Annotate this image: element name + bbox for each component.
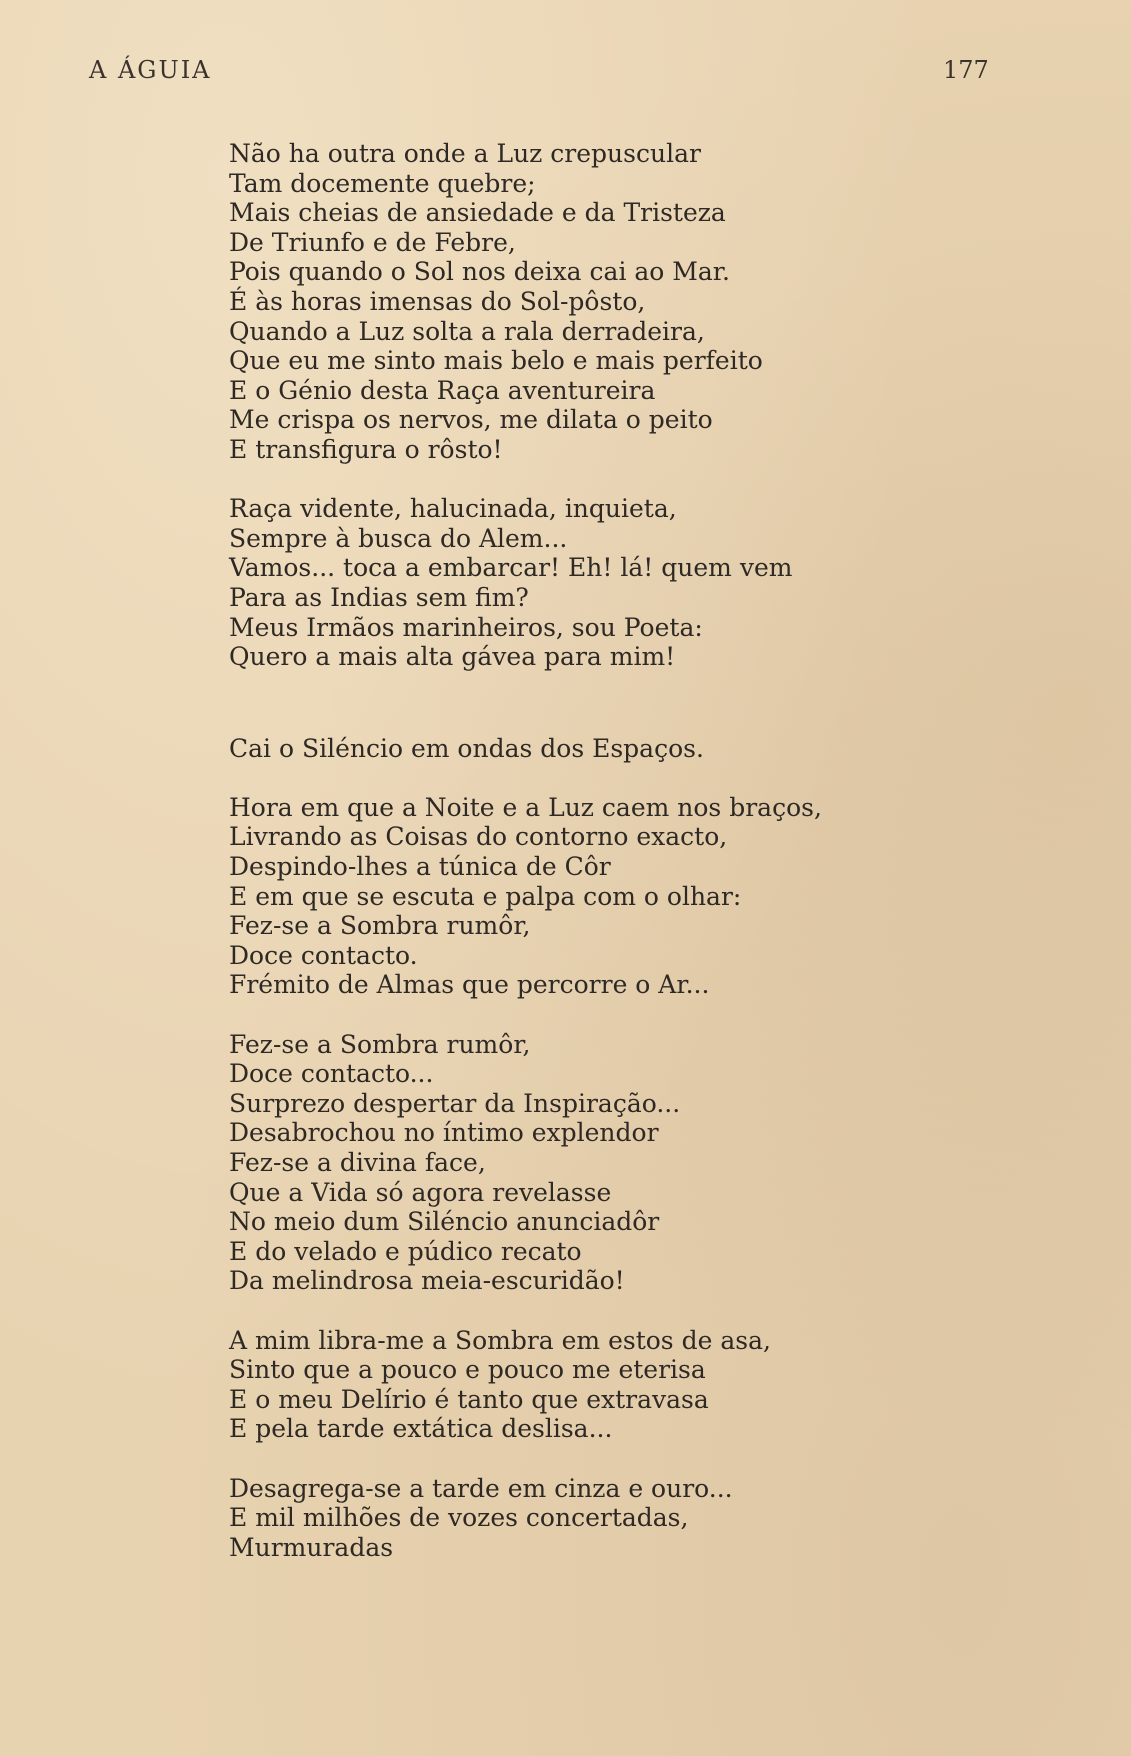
page-number: 177 xyxy=(943,56,989,84)
stanza-gap xyxy=(229,1296,1109,1326)
poem-line: Me crispa os nervos, me dilata o peito xyxy=(229,405,713,435)
poem-line: Murmuradas xyxy=(229,1532,394,1562)
poem-line: Sinto que a pouco e pouco me eterisa xyxy=(229,1355,706,1385)
stanza-3 xyxy=(229,734,1109,764)
poem-line: A mim libra-me a Sombra em estos de asa, xyxy=(229,1325,771,1355)
stanza-2 xyxy=(229,494,1109,672)
poem-line: Vamos... toca a embarcar! Eh! lá! quem vem xyxy=(229,553,793,583)
poem-line: E em que se escuta e palpa com o olhar: xyxy=(229,881,742,911)
poem-line: Fez-se a Sombra rumôr, xyxy=(229,1029,531,1059)
stanza-5 xyxy=(229,1030,1109,1296)
poem-line: Tam docemente quebre; xyxy=(229,168,536,198)
stanza-gap xyxy=(229,465,1109,495)
poem-line: Frémito de Almas que percorre o Ar... xyxy=(229,970,710,1000)
stanza-gap xyxy=(229,1444,1109,1474)
stanza-gap xyxy=(229,1000,1109,1030)
poem-line: Raça vidente, halucinada, inquieta, xyxy=(229,494,677,524)
poem-line: Despindo-lhes a túnica de Côr xyxy=(229,852,611,882)
poem-line: De Triunfo e de Febre, xyxy=(229,227,516,257)
poem-line: E pela tarde extática deslisa... xyxy=(229,1414,613,1444)
poem-body xyxy=(229,139,1109,1562)
stanza-7 xyxy=(229,1474,1109,1563)
stanza-1 xyxy=(229,139,1109,465)
poem-line: E o Génio desta Raça aventureira xyxy=(229,375,656,405)
poem-line: E do velado e púdico recato xyxy=(229,1236,582,1266)
poem-line: Quando a Luz solta a rala derradeira, xyxy=(229,316,705,346)
poem-line: Pois quando o Sol nos deixa cai ao Mar. xyxy=(229,257,730,287)
poem-line: No meio dum Siléncio anunciadôr xyxy=(229,1207,660,1237)
poem-line: E transfigura o rôsto! xyxy=(229,434,503,464)
poem-line: Fez-se a Sombra rumôr, xyxy=(229,911,531,941)
poem-line: Não ha outra onde a Luz crepuscular xyxy=(229,139,701,168)
poem-line: Fez-se a divina face, xyxy=(229,1148,486,1177)
poem-line: Sempre à busca do Alem... xyxy=(229,523,568,553)
poem-line: Meus Irmãos marinheiros, sou Poeta: xyxy=(229,612,703,642)
poem-line: Cai o Siléncio em ondas dos Espaços. xyxy=(229,733,704,763)
poem-line: Quero a mais alta gávea para mim! xyxy=(229,642,676,672)
poem-line: Mais cheias de ansiedade e da Tristeza xyxy=(229,198,726,228)
running-head: A ÁGUIA xyxy=(89,56,212,84)
poem-line: Doce contacto... xyxy=(229,1059,434,1089)
section-gap xyxy=(229,672,1109,734)
poem-line: Da melindrosa meia-escuridão! xyxy=(229,1266,625,1296)
stanza-4 xyxy=(229,793,1109,1000)
poem-line: Livrando as Coisas do contorno exacto, xyxy=(229,822,728,852)
poem-line: Surprezo despertar da Inspiração... xyxy=(229,1088,681,1118)
poem-line: Doce contacto. xyxy=(229,940,418,970)
poem-line: Desabrochou no íntimo explendor xyxy=(229,1118,659,1148)
poem-line: Hora em que a Noite e a Luz caem nos braços, xyxy=(229,792,822,822)
poem-line: E mil milhões de vozes concertadas, xyxy=(229,1503,689,1533)
poem-line: Para as Indias sem fim? xyxy=(229,582,529,612)
poem-line: Desagrega-se a tarde em cinza e ouro... xyxy=(229,1473,733,1503)
poem-line: Que a Vida só agora revelasse xyxy=(229,1177,612,1207)
stanza-gap xyxy=(229,763,1109,793)
poem-line: É às horas imensas do Sol-pôsto, xyxy=(229,286,646,316)
poem-line: E o meu Delírio é tanto que extravasa xyxy=(229,1384,709,1414)
stanza-6 xyxy=(229,1326,1109,1444)
poem-line: Que eu me sinto mais belo e mais perfeito xyxy=(229,346,763,376)
